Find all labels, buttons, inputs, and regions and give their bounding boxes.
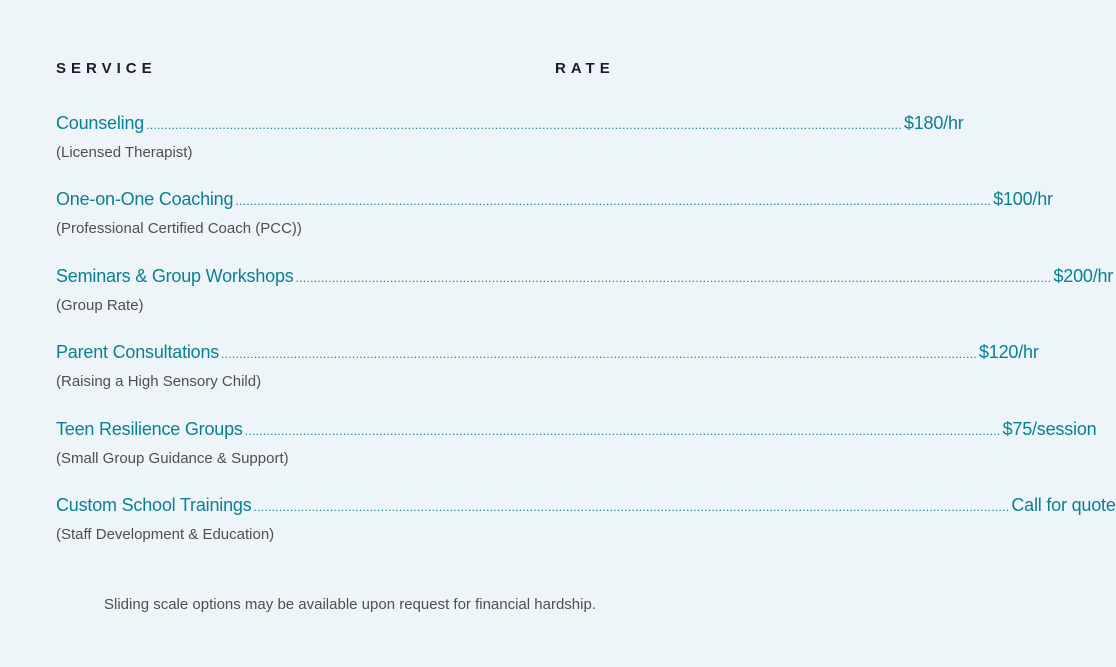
service-name: Counseling (56, 113, 145, 133)
service-item-counseling (56, 113, 964, 189)
service-description: (Staff Development & Education) (56, 525, 275, 543)
service-rate: Call for quote (1011, 494, 1116, 515)
service-list (56, 113, 1116, 571)
service-rate: $100/hr (993, 189, 1053, 210)
dot-leader: ................................................................................................................................................................................................................ (221, 347, 977, 362)
service-item-parent-consultations (56, 342, 1039, 418)
dot-leader: ................................................................................................................................................................................................................ (295, 270, 1052, 285)
service-rate: $75/session (1002, 418, 1097, 439)
service-name: Parent Consultations (56, 342, 220, 363)
service-name: One-on-One Coaching (56, 189, 234, 210)
service-name: Teen Resilience Groups (56, 418, 243, 439)
service-item-coaching (56, 189, 1053, 265)
service-description: (Licensed Therapist) (56, 144, 193, 161)
dot-leader: ................................................................................................................................................................................................................ (146, 118, 902, 132)
service-rate: $200/hr (1053, 265, 1114, 286)
table-header (56, 60, 624, 78)
service-item-seminars (56, 265, 1114, 342)
service-description: (Professional Certified Coach (PCC)) (56, 220, 302, 238)
dot-leader: ................................................................................................................................................................................................................ (235, 194, 992, 209)
service-name: Custom School Trainings (56, 494, 252, 515)
service-item-teen-groups (56, 418, 1097, 495)
service-name: Seminars & Group Workshops (56, 265, 294, 286)
service-description: (Small Group Guidance & Support) (56, 449, 289, 467)
rate-column-header: RATE (555, 60, 615, 77)
service-column-header: SERVICE (56, 60, 157, 77)
service-rate: $120/hr (978, 342, 1039, 363)
service-item-school-trainings (56, 494, 1116, 571)
dot-leader: ................................................................................................................................................................................................................ (244, 423, 1001, 438)
dot-leader: ................................................................................................................................................................................................................ (253, 499, 1010, 514)
service-description: (Raising a High Sensory Child) (56, 373, 262, 391)
sliding-scale-note: Sliding scale options may be available upon request for financial hardship. (104, 596, 596, 613)
service-description: (Group Rate) (56, 296, 144, 314)
service-rate: $180/hr (903, 113, 964, 133)
